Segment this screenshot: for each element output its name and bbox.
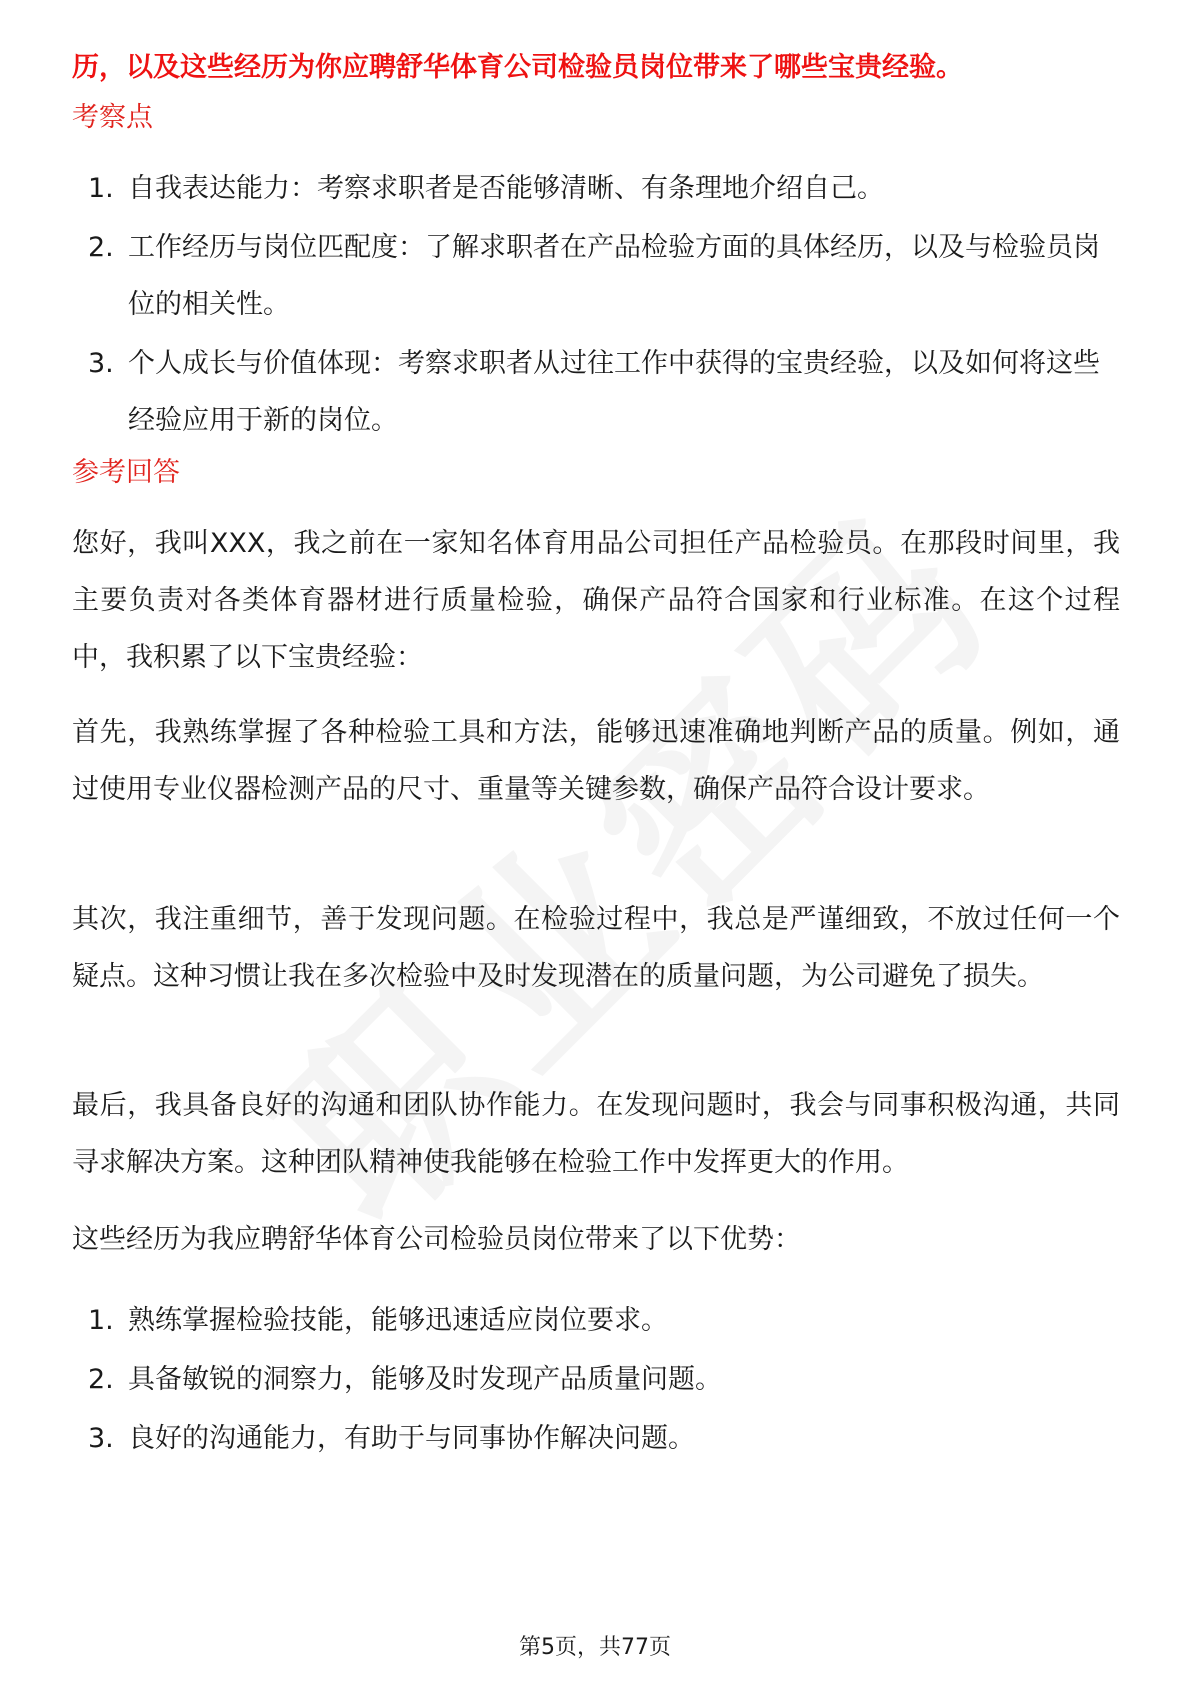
list-item-number: 3. xyxy=(88,348,114,379)
exam-points-heading: 考察点 xyxy=(72,102,153,133)
list-item-text: 个人成长与价值体现：考察求职者从过往工作中获得的宝贵经验，以及如何将这些经验应用于新的岗位。 xyxy=(128,348,1100,436)
list-item xyxy=(72,219,1120,333)
answer-paragraph-last: 最后，我具备良好的沟通和团队协作能力。在发现问题时，我会与同事积极沟通，共同寻求解决方案。这种团队精神使我能够在检验工作中发挥更大的作用。 xyxy=(72,1090,1120,1178)
list-item-text: 具备敏锐的洞察力，能够及时发现产品质量问题。 xyxy=(128,1364,722,1395)
list-item xyxy=(72,1410,1120,1467)
list-item-number: 1. xyxy=(88,1305,114,1336)
question-tail-text: 历，以及这些经历为你应聘舒华体育公司检验员岗位带来了哪些宝贵经验。 xyxy=(72,52,963,83)
list-item xyxy=(72,160,1120,217)
page-number: 第5页，共77页 xyxy=(519,1635,671,1660)
answer-paragraph-first: 首先，我熟练掌握了各种检验工具和方法，能够迅速准确地判断产品的质量。例如，通过使用专业仪器检测产品的尺寸、重量等关键参数，确保产品符合设计要求。 xyxy=(72,717,1120,805)
list-item xyxy=(72,1351,1120,1408)
advantages-list xyxy=(72,1292,1120,1469)
answer-paragraph-intro: 您好，我叫XXX，我之前在一家知名体育用品公司担任产品检验员。在那段时间里，我主要负责对各类体育器材进行质量检验，确保产品符合国家和行业标准。在这个过程中，我积累了以下宝贵经验： xyxy=(72,528,1120,673)
list-item xyxy=(72,335,1120,449)
answer-paragraph-advantages-intro: 这些经历为我应聘舒华体育公司检验员岗位带来了以下优势： xyxy=(72,1224,801,1255)
list-item xyxy=(72,1292,1120,1349)
list-item-number: 2. xyxy=(88,1364,114,1395)
list-item-number: 2. xyxy=(88,232,114,263)
list-item-number: 3. xyxy=(88,1423,114,1454)
list-item-text: 工作经历与岗位匹配度：了解求职者在产品检验方面的具体经历，以及与检验员岗位的相关性。 xyxy=(128,232,1100,320)
reference-answer-heading: 参考回答 xyxy=(72,457,180,488)
exam-points-list xyxy=(72,160,1120,451)
list-item-number: 1. xyxy=(88,173,114,204)
list-item-text: 熟练掌握检验技能，能够迅速适应岗位要求。 xyxy=(128,1305,668,1336)
list-item-text: 良好的沟通能力，有助于与同事协作解决问题。 xyxy=(128,1423,695,1454)
answer-paragraph-second: 其次，我注重细节，善于发现问题。在检验过程中，我总是严谨细致，不放过任何一个疑点。这种习惯让我在多次检验中及时发现潜在的质量问题，为公司避免了损失。 xyxy=(72,904,1120,992)
list-item-text: 自我表达能力：考察求职者是否能够清晰、有条理地介绍自己。 xyxy=(128,173,884,204)
